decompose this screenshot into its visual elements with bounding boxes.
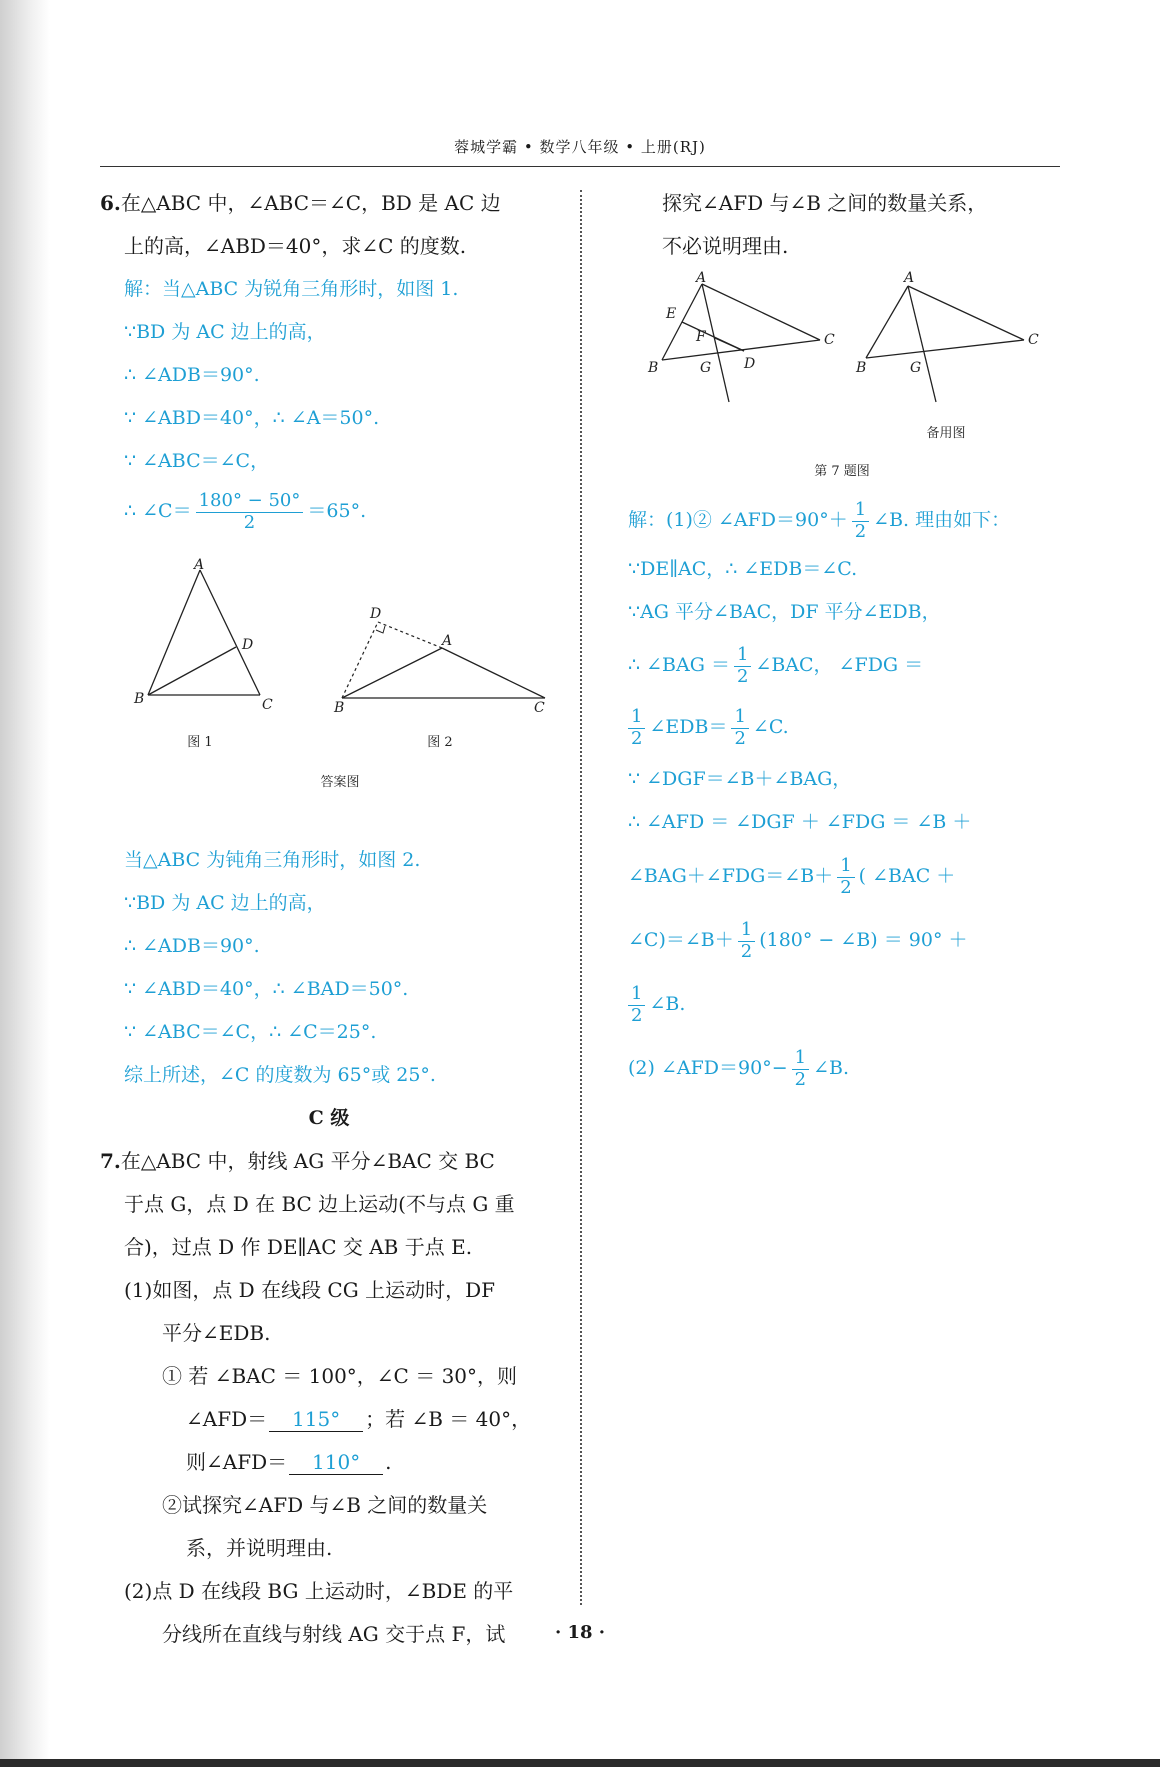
column-divider [580, 190, 582, 1605]
q7-line-1 [100, 1140, 558, 1183]
left-column [100, 182, 558, 1656]
q7-cont-line-2: 不必说明理由. [662, 234, 789, 258]
q7-sol-9 [628, 908, 1060, 972]
fraction-denominator: 2 [740, 940, 753, 962]
fig2-altitude-bd [342, 622, 378, 698]
q7-spare-figure [852, 268, 1052, 408]
q7-sol-8-a: ∠BAG＋∠FDG＝∠B＋ [628, 865, 834, 887]
q7-sol-1-pre: 解：(1)② ∠AFD＝90°＋ [628, 509, 848, 531]
q7-sub1-3-pre: 则∠AFD＝ [186, 1450, 288, 1474]
q7-sol-9-b: (180° − ∠B) ＝ 90° ＋ [759, 929, 968, 951]
q7-sol-1-post: ∠B. 理由如下： [873, 509, 1011, 531]
spare-ray-ag [908, 286, 936, 402]
header-rule [100, 166, 1060, 167]
half-fraction [792, 1046, 809, 1090]
fig1-label-b: B [134, 691, 145, 707]
fraction-denominator: 2 [631, 727, 643, 749]
q6-sol-2: ∵BD 为 AC 边上的高， [124, 321, 326, 343]
fraction-denominator: 2 [243, 511, 256, 533]
fig7-edge-ac [702, 284, 820, 340]
fig1-label-d: D [242, 637, 254, 653]
q6-figure-1 [130, 555, 280, 715]
fig2-label-c: C [534, 700, 545, 715]
q6-sol-12: 综上所述，∠C 的度数为 65°或 25°. [124, 1064, 436, 1086]
q7-sol-3: ∵AG 平分∠BAC，DF 平分∠EDB， [628, 601, 941, 623]
fraction-denominator: 2 [631, 1004, 643, 1026]
q6-text-1: 在△ABC 中，∠ABC＝∠C，BD 是 AC 边 [120, 191, 501, 215]
q7-sub1-2-post: ；若 ∠B ＝ 40°， [365, 1407, 532, 1431]
fig2-extension-da [378, 622, 442, 648]
spare-label-g: G [910, 360, 922, 376]
fig1-label-c: C [262, 697, 273, 713]
q7-sol-5-a: ∠EDB＝ [649, 716, 728, 738]
answer-blank-2: 110° [289, 1450, 383, 1475]
q7-sub1-3-post: . [385, 1450, 392, 1474]
q6-sol-6 [100, 483, 558, 539]
q7-sol-4-b: ∠BAC， ∠FDG ＝ [755, 654, 924, 676]
q6-fig2-caption: 图 2 [427, 735, 453, 750]
half-fraction [734, 643, 751, 687]
q6-sol-3: ∴ ∠ADB＝90°. [124, 364, 260, 386]
fraction-numerator: 1 [628, 708, 645, 729]
q7-sol-10 [628, 972, 1060, 1036]
fraction-numerator: 1 [628, 985, 645, 1006]
q7-sub1-line-1: ① 若 ∠BAC ＝ 100°，∠C ＝ 30°，则 [162, 1364, 518, 1388]
fraction-numerator: 1 [734, 646, 751, 667]
fig7-label-b: B [648, 360, 659, 376]
q6-sol-6-post: ＝65°. [307, 500, 367, 522]
q6-sol-7: 当△ABC 为钝角三角形时，如图 2. [124, 849, 421, 871]
half-fraction [628, 982, 645, 1026]
q7-sub2-line-1: ②试探究∠AFD 与∠B 之间的数量关 [162, 1493, 488, 1517]
q7-main-figure [642, 268, 842, 408]
q7-figure-caption: 第 7 题图 [814, 464, 870, 479]
fraction-numerator: 1 [792, 1049, 809, 1070]
fig2-right-angle-mark [376, 626, 385, 633]
fig7-label-g: G [700, 360, 712, 376]
q7-sol-1 [628, 492, 1060, 548]
fig1-edge-ac [200, 570, 260, 695]
q7-line-3: 合)，过点 D 作 DE∥AC 交 AB 于点 E. [124, 1235, 473, 1259]
q7-spare-caption: 备用图 [926, 426, 966, 441]
q6-fig1-caption: 图 1 [187, 735, 213, 750]
fig1-altitude-bd [148, 647, 236, 695]
fraction-denominator: 2 [734, 727, 746, 749]
spare-label-b: B [856, 360, 867, 376]
q7-part1-line-1: (1)如图，点 D 在线段 CG 上运动时，DF [124, 1278, 495, 1302]
page-number: · 18 · [554, 1622, 606, 1643]
fig2-label-a: A [442, 633, 453, 649]
q7-line-2: 于点 G，点 D 在 BC 边上运动(不与点 G 重 [124, 1192, 515, 1216]
fraction-denominator: 2 [794, 1068, 807, 1090]
q6-sol-6-pre: ∴ ∠C＝ [124, 500, 192, 522]
q6-sol-5: ∵ ∠ABC＝∠C， [124, 450, 270, 472]
q7-sol-5 [628, 696, 1060, 758]
fraction-numerator: 1 [837, 857, 854, 878]
q6-figure-2 [330, 600, 550, 715]
q6-sol-8: ∵BD 为 AC 边上的高， [124, 892, 326, 914]
spare-edge-ac [908, 286, 1024, 340]
fig7-label-d: D [744, 356, 756, 372]
fig7-label-a: A [696, 270, 707, 286]
half-fraction [852, 498, 869, 542]
q7-sol-5-b: ∠C. [752, 716, 789, 738]
q6-number: 6. [100, 191, 121, 215]
q7-sol-4-a: ∴ ∠BAG ＝ [628, 654, 730, 676]
fig2-label-d: D [370, 606, 382, 622]
spare-edge-ab [866, 286, 908, 358]
half-fraction [837, 854, 854, 898]
q7-sub1-line-3 [100, 1441, 558, 1484]
level-c-heading: C 级 [308, 1107, 350, 1129]
q6-sol-11: ∵ ∠ABC＝∠C，∴ ∠C＝25°. [124, 1021, 377, 1043]
q7-sol-11-pre: (2) ∠AFD＝90°− [628, 1057, 788, 1079]
q6-answer-caption: 答案图 [320, 775, 360, 790]
fraction-denominator: 2 [736, 665, 749, 687]
running-header: 蓉城学霸 • 数学八年级 • 上册(RJ) [454, 138, 706, 156]
fig2-edge-ac [442, 648, 545, 698]
q7-sol-6: ∵ ∠DGF＝∠B＋∠BAG， [628, 768, 852, 790]
q7-sol-4 [628, 634, 1060, 696]
q7-sol-2: ∵DE∥AC，∴ ∠EDB＝∠C. [628, 558, 858, 580]
fraction-numerator: 1 [852, 501, 869, 522]
q7-cont-line-1: 探究∠AFD 与∠B 之间的数量关系， [662, 191, 988, 215]
q7-sol-11-post: ∠B. [813, 1057, 849, 1079]
spare-label-c: C [1028, 332, 1039, 348]
fraction-numerator: 1 [731, 708, 748, 729]
fig7-label-c: C [824, 332, 835, 348]
half-fraction [731, 705, 748, 749]
half-fraction [628, 705, 645, 749]
fig7-label-f: F [696, 329, 706, 345]
q7-sol-10-text: ∠B. [649, 993, 686, 1015]
fig2-label-b: B [334, 700, 345, 715]
q7-text-1: 在△ABC 中，射线 AG 平分∠BAC 交 BC [120, 1149, 495, 1173]
q6-line-1 [100, 182, 558, 225]
fraction-denominator: 2 [854, 520, 867, 542]
q7-part2-line-1: (2)点 D 在线段 BG 上运动时，∠BDE 的平 [124, 1579, 514, 1603]
q7-part2-line-2: 分线所在直线与射线 AG 交于点 F，试 [162, 1622, 506, 1646]
answer-blank-1: 115° [269, 1407, 363, 1432]
q6-sol-9: ∴ ∠ADB＝90°. [124, 935, 260, 957]
spare-label-a: A [904, 270, 915, 286]
q7-sol-11 [628, 1036, 1060, 1100]
fig1-edge-ab [148, 570, 200, 695]
q6-sol-10: ∵ ∠ABD＝40°，∴ ∠BAD＝50°. [124, 978, 409, 1000]
q7-number: 7. [100, 1149, 121, 1173]
q7-sol-8 [628, 844, 1060, 908]
half-fraction [738, 918, 755, 962]
q6-sol-6-fraction [196, 489, 304, 533]
q7-sol-7: ∴ ∠AFD ＝ ∠DGF ＋ ∠FDG ＝ ∠B ＋ [628, 811, 972, 833]
fraction-numerator: 1 [738, 921, 755, 942]
page-edge-shadow [0, 0, 50, 1767]
q6-sol-1: 解：当△ABC 为锐角三角形时，如图 1. [124, 278, 459, 300]
fig2-edge-ba [342, 648, 442, 698]
q6-sol-4: ∵ ∠ABD＝40°，∴ ∠A＝50°. [124, 407, 380, 429]
spare-edge-bc [866, 340, 1024, 358]
bottom-bar [0, 1759, 1160, 1767]
q7-sub1-2-pre: ∠AFD＝ [186, 1407, 268, 1431]
q7-sub1-line-2 [100, 1398, 558, 1441]
fig7-segment-df [715, 338, 744, 351]
q7-sub2-line-2: 系，并说明理由. [186, 1536, 333, 1560]
fraction-denominator: 2 [840, 876, 852, 898]
q7-sol-8-b: ( ∠BAC ＋ [858, 865, 956, 887]
fraction-numerator: 180° − 50° [196, 492, 304, 513]
q7-part1-line-2: 平分∠EDB. [162, 1321, 271, 1345]
q6-line-2: 上的高，∠ABD＝40°，求∠C 的度数. [124, 234, 467, 258]
fig1-label-a: A [194, 557, 205, 573]
fig7-label-e: E [666, 306, 677, 322]
q7-sol-9-a: ∠C)＝∠B＋ [628, 929, 734, 951]
